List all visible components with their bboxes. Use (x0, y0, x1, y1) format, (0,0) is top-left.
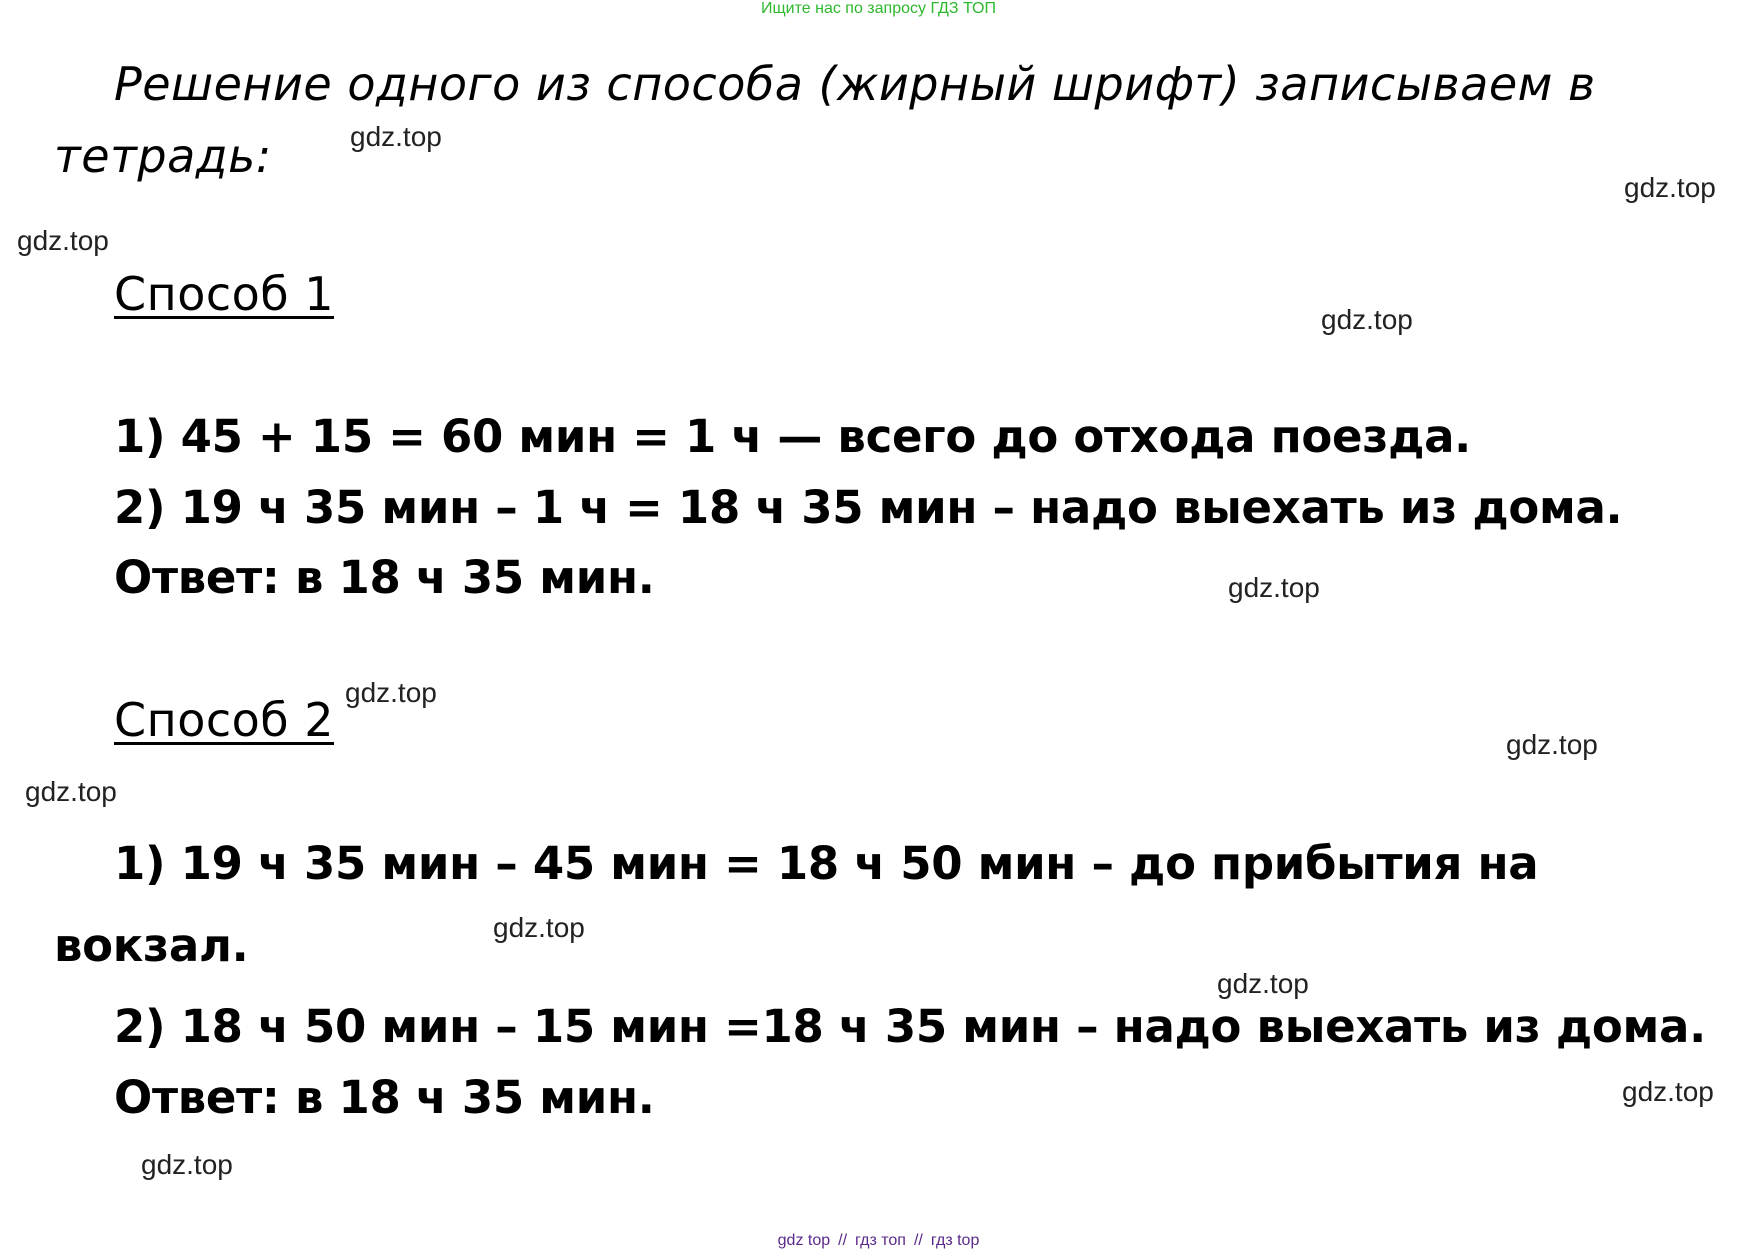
footer (0, 1232, 1757, 1250)
watermark: gdz.top (141, 1149, 233, 1180)
method-1-answer: Ответ: в 18 ч 35 мин. (114, 551, 655, 604)
method-2-heading: Способ 2 (114, 693, 335, 747)
footer-item: гдз топ (855, 1232, 906, 1249)
watermark: gdz.top (25, 776, 117, 807)
footer-separator: // (838, 1232, 848, 1249)
watermark: gdz.top (345, 677, 437, 708)
intro-text: Решение одного из способа (жирный шрифт) записываем в тетрадь: (54, 57, 1596, 183)
watermark: gdz.top (1217, 968, 1309, 999)
method-2-step-1-line-2: вокзал. (54, 919, 249, 972)
watermark: gdz.top (1622, 1076, 1714, 1107)
watermark: gdz.top (17, 225, 109, 256)
method-2-step-1-line-1: 1) 19 ч 35 мин – 45 мин = 18 ч 50 мин – до прибытия на (114, 837, 1539, 890)
method-1-step-2: 2) 19 ч 35 мин – 1 ч = 18 ч 35 мин – надо выехать из дома. (114, 481, 1623, 534)
top-banner: Ищите нас по запросу ГДЗ ТОП (761, 0, 996, 17)
watermark: gdz.top (1321, 304, 1413, 335)
watermark: gdz.top (1624, 172, 1716, 203)
watermark: gdz.top (350, 121, 442, 152)
watermark: gdz.top (1506, 729, 1598, 760)
method-1-step-1: 1) 45 + 15 = 60 мин = 1 ч — всего до отхода поезда. (114, 410, 1471, 463)
method-1-heading: Способ 1 (114, 267, 335, 321)
method-2-step-2: 2) 18 ч 50 мин – 15 мин =18 ч 35 мин – надо выехать из дома. (114, 1000, 1706, 1053)
watermark: gdz.top (493, 912, 585, 943)
footer-item: gdz top (777, 1232, 831, 1249)
footer-item: гдз top (930, 1232, 980, 1249)
method-2-answer: Ответ: в 18 ч 35 мин. (114, 1071, 655, 1124)
footer-separator: // (913, 1232, 923, 1249)
watermark: gdz.top (1228, 572, 1320, 603)
